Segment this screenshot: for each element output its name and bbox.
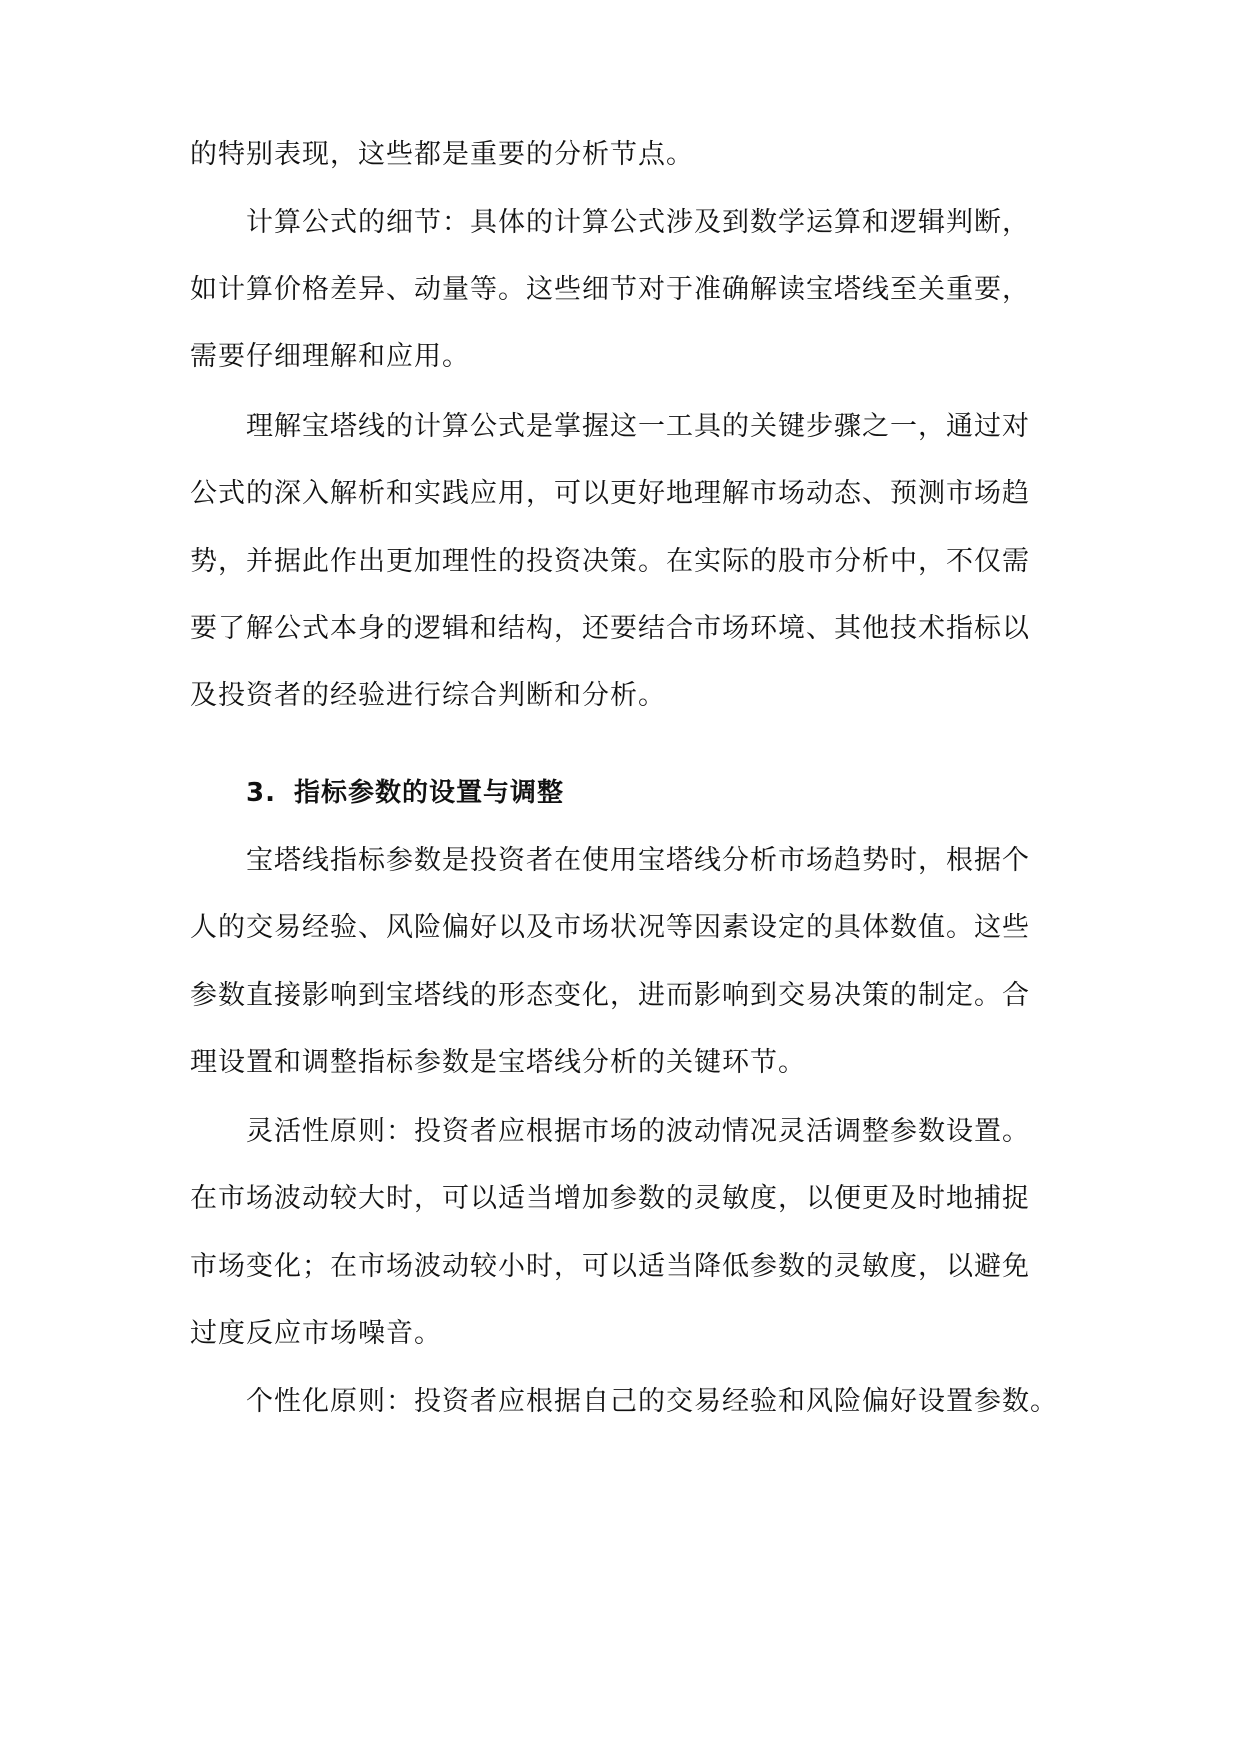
text-line: 及投资者的经验进行综合判断和分析。	[190, 680, 666, 711]
text-line: 势，并据此作出更加理性的投资决策。在实际的股市分析中，不仅需	[190, 546, 1030, 577]
paragraph-first-line: 计算公式的细节：具体的计算公式涉及到数学运算和逻辑判断，	[246, 207, 1030, 238]
section-heading	[246, 775, 564, 811]
paragraph-first-line: 灵活性原则：投资者应根据市场的波动情况灵活调整参数设置。	[246, 1116, 1030, 1147]
text-line: 人的交易经验、风险偏好以及市场状况等因素设定的具体数值。这些	[190, 912, 1030, 943]
text-line: 需要仔细理解和应用。	[190, 341, 470, 372]
text-line: 理设置和调整指标参数是宝塔线分析的关键环节。	[190, 1047, 806, 1078]
paragraph-first-line: 个性化原则：投资者应根据自己的交易经验和风险偏好设置参数。	[246, 1386, 1058, 1417]
paragraph-first-line: 宝塔线指标参数是投资者在使用宝塔线分析市场趋势时，根据个	[246, 845, 1030, 876]
section-title: 指标参数的设置与调整	[293, 778, 564, 808]
text-line: 公式的深入解析和实践应用，可以更好地理解市场动态、预测市场趋	[190, 478, 1030, 509]
text-line: 过度反应市场噪音。	[190, 1318, 442, 1349]
text-line: 的特别表现，这些都是重要的分析节点。	[190, 139, 694, 170]
text-line: 在市场波动较大时，可以适当增加参数的灵敏度，以便更及时地捕捉	[190, 1183, 1030, 1214]
text-line: 如计算价格差异、动量等。这些细节对于准确解读宝塔线至关重要，	[190, 274, 1030, 305]
section-number: 3.	[246, 778, 276, 808]
text-line: 要了解公式本身的逻辑和结构，还要结合市场环境、其他技术指标以	[190, 613, 1030, 644]
paragraph-first-line: 理解宝塔线的计算公式是掌握这一工具的关键步骤之一，通过对	[246, 411, 1030, 442]
text-line: 市场变化；在市场波动较小时，可以适当降低参数的灵敏度，以避免	[190, 1251, 1030, 1282]
text-line: 参数直接影响到宝塔线的形态变化，进而影响到交易决策的制定。合	[190, 980, 1030, 1011]
